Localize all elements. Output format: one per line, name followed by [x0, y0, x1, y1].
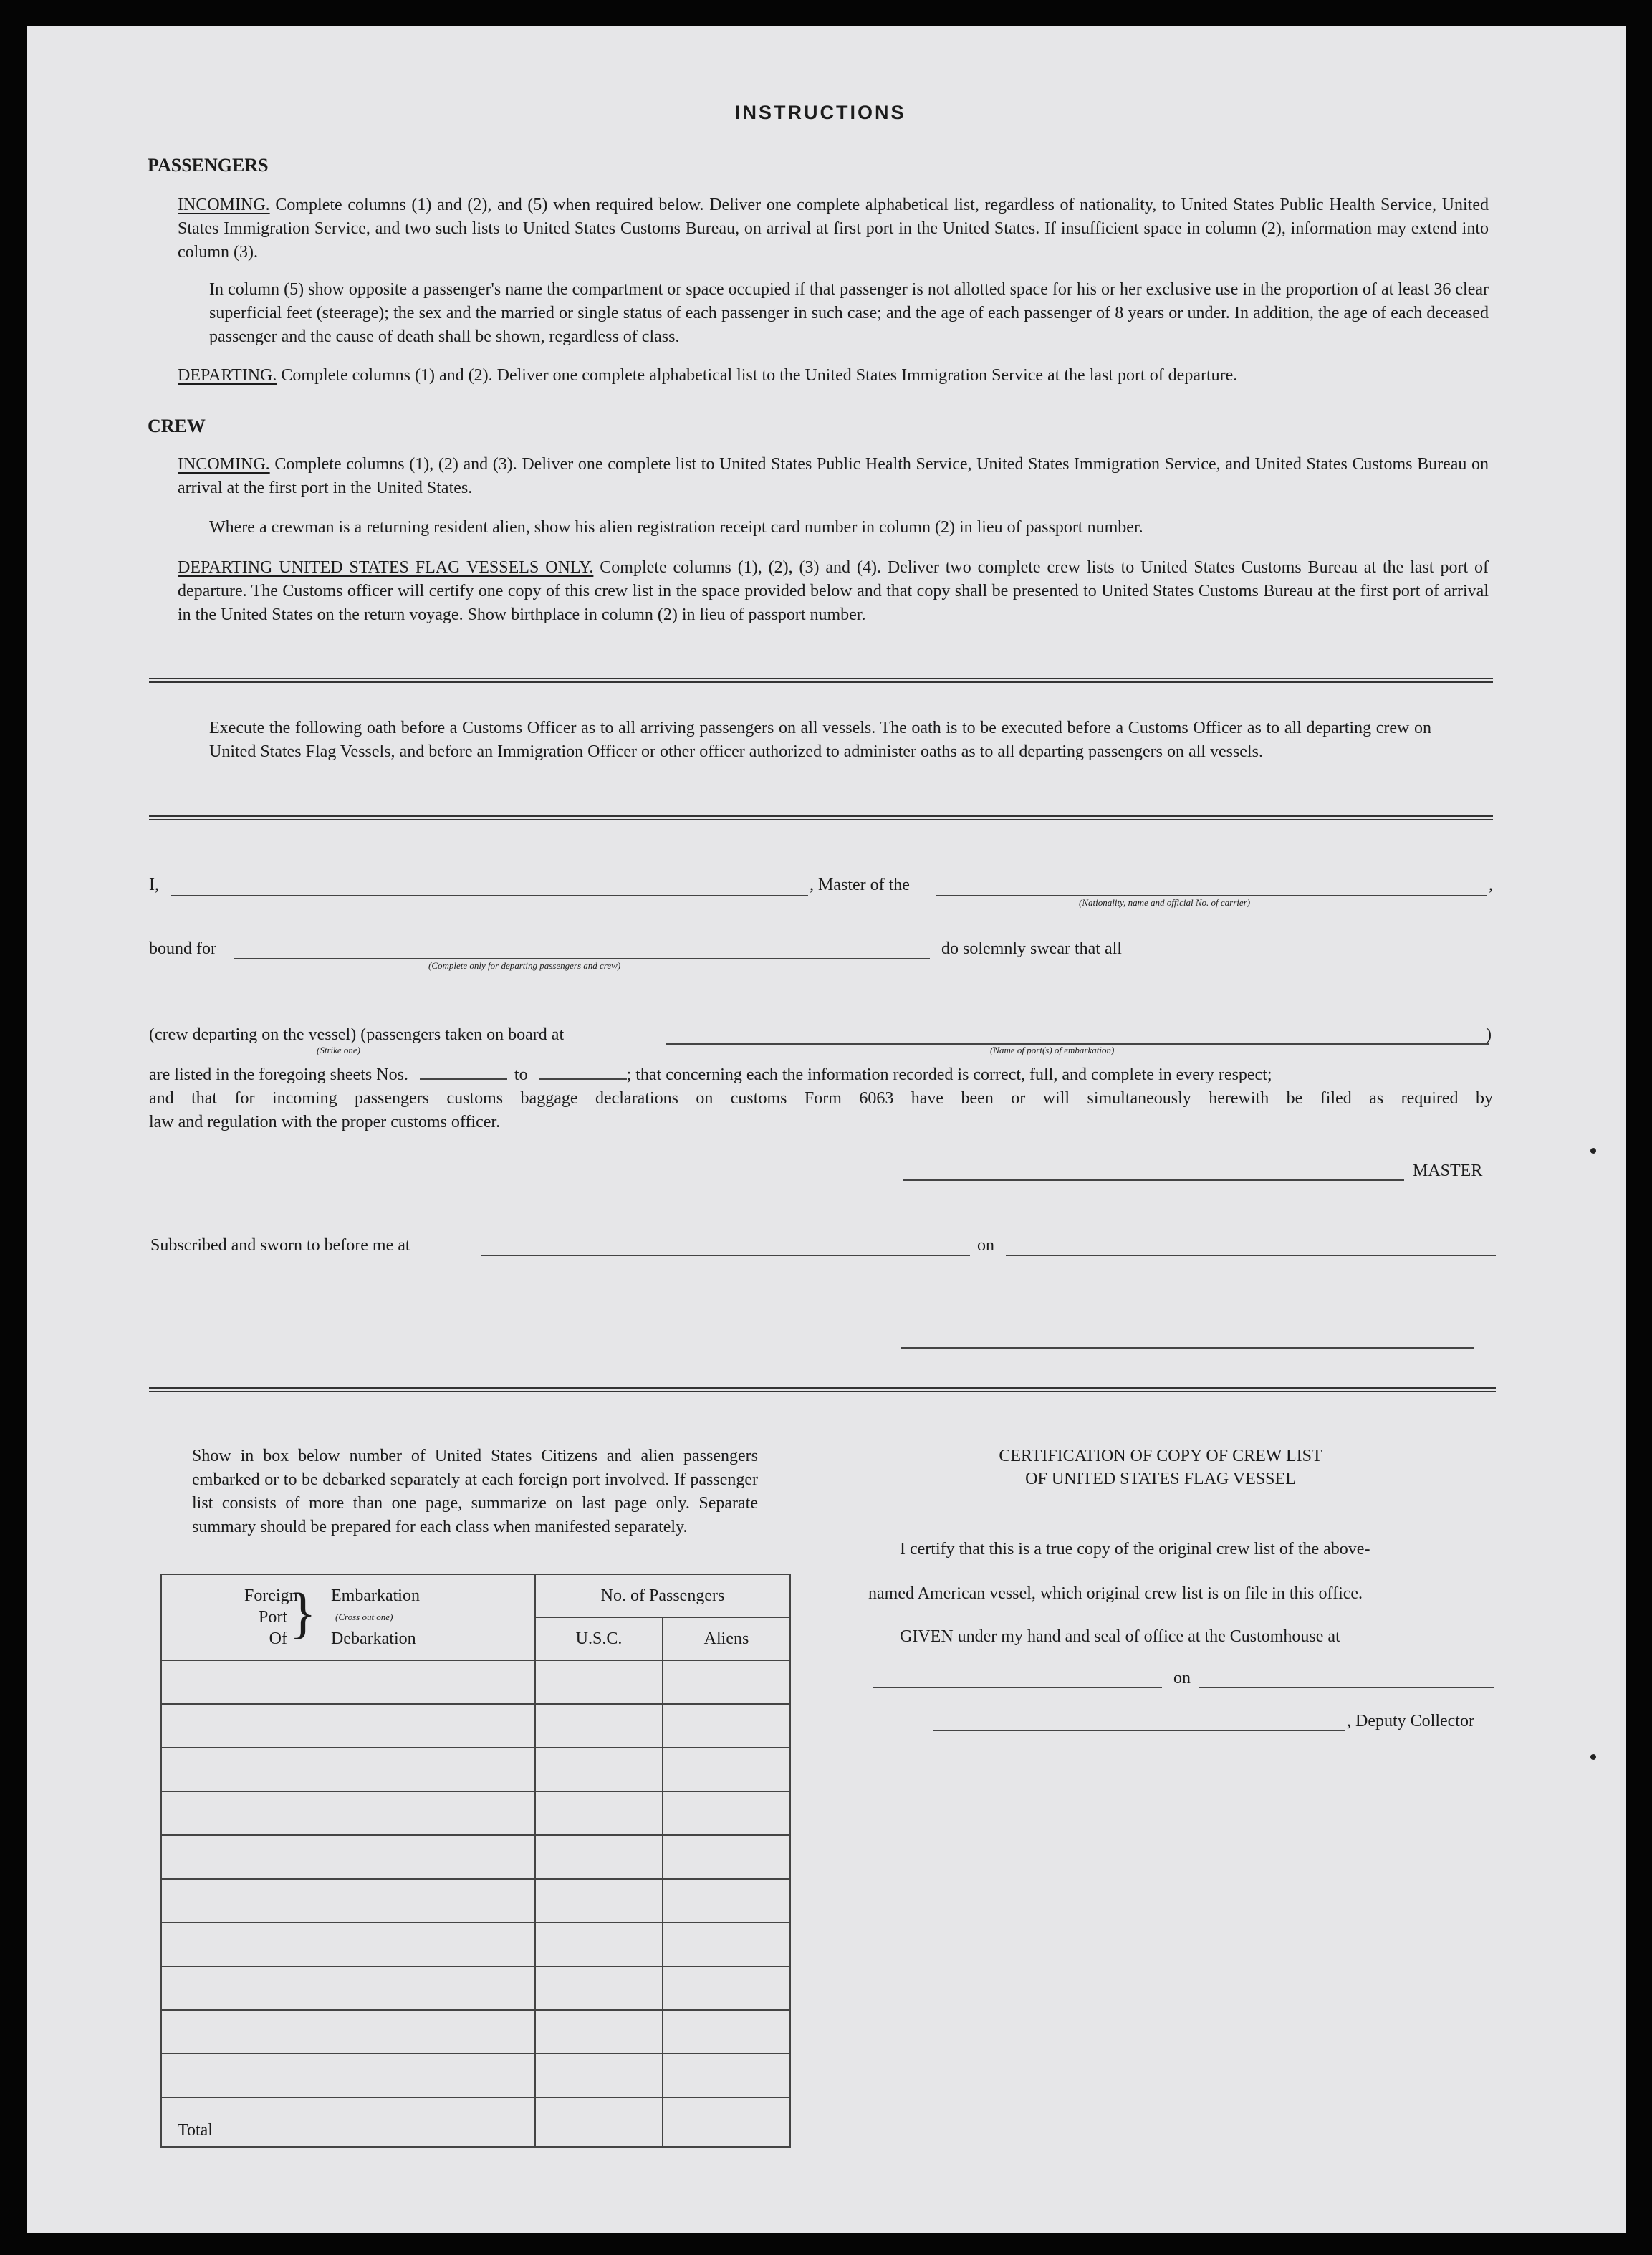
certification-line-2: named American vessel, which original crew list is on file in this office. [868, 1584, 1363, 1603]
sheet-to-field[interactable] [539, 1064, 627, 1080]
of-label: Of [269, 1629, 287, 1648]
aliens-cell[interactable] [663, 2010, 790, 2054]
crew-incoming-paragraph [178, 453, 1489, 500]
subscribed-label: Subscribed and sworn to before me at [150, 1236, 410, 1255]
certification-on-label: on [1173, 1669, 1191, 1687]
close-paren: ) [1486, 1025, 1492, 1044]
master-of-label: , Master of the [810, 876, 910, 894]
deputy-collector-label: , Deputy Collector [1347, 1712, 1474, 1730]
table-row [161, 1879, 790, 1923]
column5-paragraph: In column (5) show opposite a passenger's name the compartment or space occupied if that passenger is not allotted space for his or her exclusive use in the proportion of at least 36 clear superficial feet (steerage); the sex and the married or single status of each passenger in such case; and the age of each passenger of 8 years or under. In addition, the age of each deceased passenger and the cause of death shall be shown, regardless of class. [209, 280, 1489, 346]
passengers-incoming-label: INCOMING. [178, 196, 270, 214]
sheet-from-field[interactable] [420, 1064, 507, 1080]
port-cell[interactable] [161, 2054, 535, 2097]
master-name-field[interactable] [171, 895, 808, 896]
port-cell[interactable] [161, 2010, 535, 2054]
usc-cell[interactable] [535, 1923, 663, 1966]
edge-mark [1590, 1754, 1596, 1760]
usc-header: U.S.C. [535, 1617, 663, 1660]
brace-icon: } [289, 1581, 317, 1644]
oath-instructions: Execute the following oath before a Customs Officer as to all arriving passengers on all vessels. The oath is to be executed before a Customs Officer as to all departing crew on United States Flag Vessels, and before an Immigration Officer or other officer authorized to administer oaths as to all departing passengers on all vessels. [209, 719, 1431, 761]
passengers-departing-label: DEPARTING. [178, 366, 277, 385]
port-note: (Name of port(s) of embarkation) [990, 1045, 1115, 1055]
passengers-departing-paragraph [178, 364, 1489, 388]
port-label: Port [258, 1608, 287, 1627]
master-signature-field[interactable] [903, 1179, 1404, 1181]
section-divider [149, 1387, 1496, 1389]
listed-sheets-line [149, 1063, 1272, 1087]
port-cell[interactable] [161, 1791, 535, 1835]
certification-title-2: OF UNITED STATES FLAG VESSEL [1025, 1470, 1296, 1488]
section-divider [149, 815, 1493, 817]
deputy-collector-signature-field[interactable] [933, 1730, 1345, 1731]
customhouse-field[interactable] [873, 1687, 1162, 1688]
usc-cell[interactable] [535, 1704, 663, 1748]
sworn-date-field[interactable] [1006, 1255, 1496, 1256]
certification-line-3: GIVEN under my hand and seal of office at the Customhouse at [900, 1627, 1340, 1646]
aliens-cell[interactable] [663, 1835, 790, 1879]
table-row [161, 1660, 790, 1704]
bound-for-field[interactable] [234, 958, 930, 959]
crew-incoming-label: INCOMING. [178, 455, 270, 474]
bound-for-label: bound for [149, 939, 216, 958]
crewman-paragraph: Where a crewman is a returning resident alien, show his alien registration receipt card number in column (2) in lieu of passport number. [209, 518, 1143, 537]
aliens-header: Aliens [663, 1617, 790, 1660]
page-title: INSTRUCTIONS [735, 102, 906, 123]
port-cell[interactable] [161, 1660, 535, 1704]
aliens-cell[interactable] [663, 1923, 790, 1966]
baggage-declaration-line: and that for incoming passengers customs baggage declarations on customs Form 6063 have been or will simultaneously herewith be filed as required by [149, 1089, 1493, 1108]
usc-cell[interactable] [535, 1748, 663, 1791]
table-row [161, 1704, 790, 1748]
listed-sheets-label: are listed in the foregoing sheets Nos. [149, 1066, 408, 1084]
debarkation-label: Debarkation [331, 1629, 416, 1648]
aliens-cell[interactable] [663, 1704, 790, 1748]
table-row [161, 1923, 790, 1966]
passengers-departing-text: Complete columns (1) and (2). Deliver one complete alphabetical list to the United States Immigration Service at the last port of departure. [281, 366, 1238, 385]
port-cell[interactable] [161, 1923, 535, 1966]
law-regulation-line: law and regulation with the proper customs officer. [149, 1113, 501, 1131]
usc-cell[interactable] [535, 1966, 663, 2010]
sworn-on-label: on [977, 1236, 994, 1255]
master-label: MASTER [1413, 1162, 1483, 1180]
edge-mark [1590, 1148, 1596, 1154]
passengers-incoming-paragraph [178, 193, 1489, 264]
aliens-cell[interactable] [663, 1748, 790, 1791]
nationality-note: (Nationality, name and official No. of carrier) [1079, 897, 1251, 908]
total-row [161, 2097, 790, 2147]
crew-incoming-text: Complete columns (1), (2) and (3). Deliver one complete list to United States Public Health Service, United States Immigration Service, and United States Customs Bureau on arrival at the first port in the United States. [178, 455, 1489, 497]
information-correct-text: ; that concerning each the information recorded is correct, full, and complete in every respect; [626, 1066, 1272, 1084]
usc-cell[interactable] [535, 2054, 663, 2097]
usc-cell[interactable] [535, 1791, 663, 1835]
section-divider [149, 678, 1493, 679]
port-cell[interactable] [161, 1704, 535, 1748]
table-row [161, 1791, 790, 1835]
usc-cell[interactable] [535, 1660, 663, 1704]
solemnly-swear-label: do solemnly swear that all [941, 939, 1122, 958]
port-header-cell [161, 1574, 535, 1660]
aliens-cell[interactable] [663, 1966, 790, 2010]
officer-signature-field[interactable] [901, 1347, 1474, 1349]
usc-cell[interactable] [535, 1879, 663, 1923]
summary-instructions: Show in box below number of United States Citizens and alien passengers embarked or to be debarked separately at each foreign port involved. If passenger list consists of more than one page, summarize on last page only. Separate summary should be prepared for each class when manifested separately. [192, 1447, 758, 1536]
foreign-label: Foreign [244, 1586, 298, 1605]
aliens-cell[interactable] [663, 2054, 790, 2097]
port-cell[interactable] [161, 1966, 535, 2010]
passenger-summary-table [160, 1574, 791, 2148]
complete-only-note: (Complete only for departing passengers and crew) [428, 960, 621, 971]
crew-departing-paragraph [178, 556, 1489, 627]
certification-line-1: I certify that this is a true copy of the original crew list of the above- [900, 1540, 1370, 1559]
total-label: Total [161, 2097, 535, 2147]
carrier-field[interactable] [936, 895, 1487, 896]
aliens-cell[interactable] [663, 1879, 790, 1923]
certification-date-field[interactable] [1199, 1687, 1494, 1688]
crew-heading: CREW [148, 416, 206, 436]
port-cell[interactable] [161, 1879, 535, 1923]
table-row [161, 2054, 790, 2097]
total-aliens-cell[interactable] [663, 2097, 790, 2147]
table-row [161, 1966, 790, 2010]
port-cell[interactable] [161, 1835, 535, 1879]
aliens-cell[interactable] [663, 1791, 790, 1835]
table-row [161, 1748, 790, 1791]
embarkation-label: Embarkation [331, 1586, 420, 1605]
table-row [161, 2010, 790, 2054]
crew-departing-label: DEPARTING UNITED STATES FLAG VESSELS ONLY. [178, 558, 594, 577]
usc-cell[interactable] [535, 1835, 663, 1879]
crew-departing-text: Complete columns (1), (2), (3) and (4). Deliver two complete crew lists to United States Customs Bureau at the last port of departure. The Customs officer will certify one copy of this crew list in the space provided below and that copy shall be presented to United States Customs Bureau at the first port of arrival in the United States on the return voyage. Show birthplace in column (2) in lieu of passport number. [178, 558, 1489, 624]
oath-comma: , [1489, 876, 1493, 894]
table-row [161, 1835, 790, 1879]
cross-out-note: (Cross out one) [335, 1612, 393, 1622]
aliens-cell[interactable] [663, 1660, 790, 1704]
usc-cell[interactable] [535, 2010, 663, 2054]
certification-title-1: CERTIFICATION OF COPY OF CREW LIST [999, 1447, 1322, 1465]
strike-one-note: (Strike one) [317, 1045, 361, 1055]
no-of-passengers-header: No. of Passengers [535, 1574, 790, 1617]
total-usc-cell[interactable] [535, 2097, 663, 2147]
port-cell[interactable] [161, 1748, 535, 1791]
sworn-location-field[interactable] [481, 1255, 970, 1256]
passengers-heading: PASSENGERS [148, 155, 269, 176]
crew-departing-label: (crew departing on the vessel) (passengers taken on board at [149, 1025, 565, 1044]
oath-i-label: I, [149, 876, 159, 894]
passengers-incoming-text: Complete columns (1) and (2), and (5) when required below. Deliver one complete alphabetical list, regardless of nationality, to United States Public Health Service, United States Immigration Service, and two such lists to United States Customs Bureau, on arrival at first port in the United States. If insufficient space in column (2), information may extend into column (3). [178, 196, 1489, 262]
sheet-to-label: to [514, 1066, 528, 1084]
